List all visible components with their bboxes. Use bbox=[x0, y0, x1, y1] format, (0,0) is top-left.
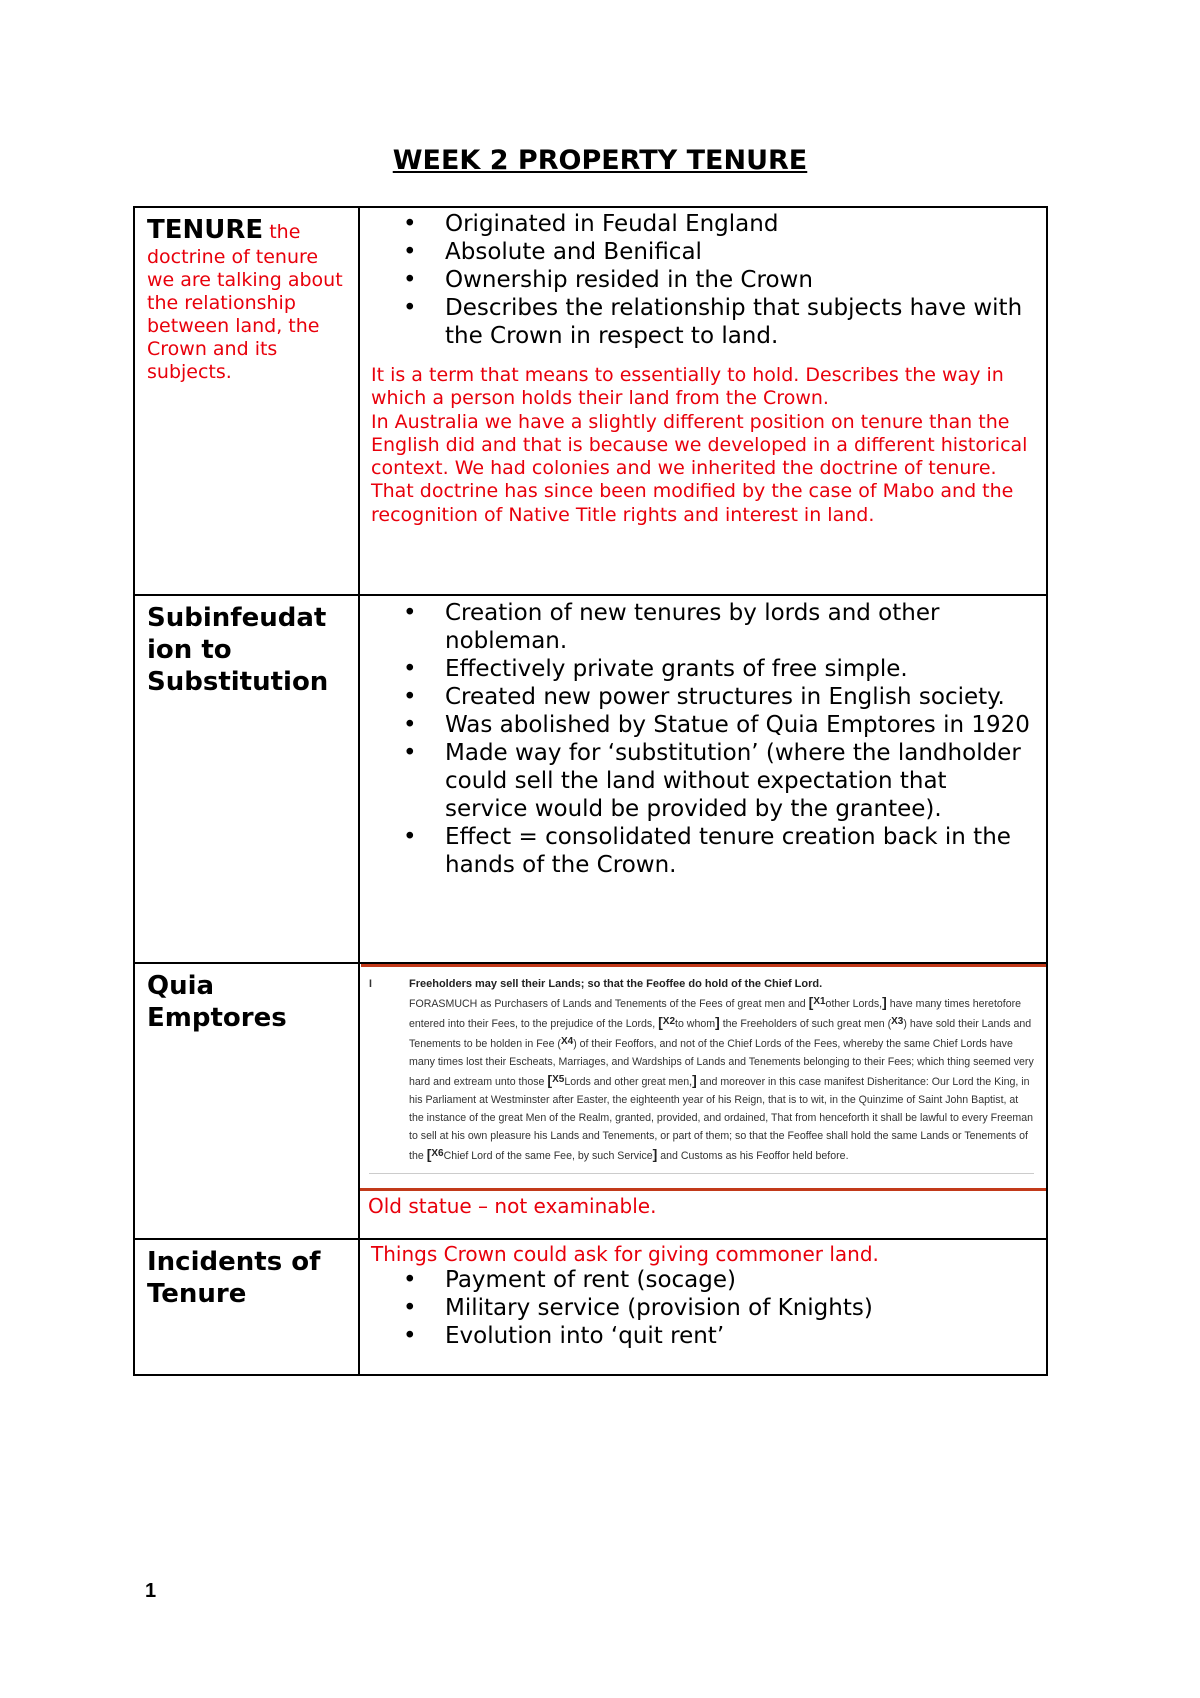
table-row-quia-emptores bbox=[134, 963, 1047, 1239]
statute-text: FORASMUCH as Purchasers of Lands and Tenements of the Fees of great men and [X1other Lords,] have many times heretofore entered into their Fees, to the prejudice of the Lords, [X2to whom] the Freeholders of such great men (X3) have sold their Lands and Tenements to be holden in Fee (X4) of their Feoffors, and not of the Chief Lords of the Fees, whereby the same Chief Lords have many times lost their Escheats, Marriages, and Wardships of Lands and Tenements belonging to their Fees; which thing seemed very hard and extream unto those [X5Lords and other great men,] and moreover in this case manifest Disheritance: Our Lord the King, in his Parliament at Westminster after Easter, the eighteenth year of his Reign, that is to wit, in the Quinzime of Saint John Baptist, at the instance of the great Men of the Realm, granted, provided, and ordained, That from henceforth it shall be lawful to every Freeman to sell at his own pleasure his Lands and Tenements, or part of them; so that the Feoffee shall hold the same Lands or Tenements of the [X6Chief Lord of the same Fee, by such Service] and Customs as his Feoffor held before. bbox=[409, 994, 1034, 1162]
tenure-table bbox=[133, 206, 1048, 1376]
row-heading: Incidents of bbox=[147, 1247, 321, 1277]
table-row-tenure bbox=[134, 207, 1047, 595]
row-content-cell bbox=[359, 595, 1047, 963]
list-item: • Describes the relationship that subjects have with the Crown in respect to land. bbox=[445, 294, 1036, 350]
list-item: • Absolute and Benifical bbox=[445, 238, 1036, 266]
row-content-cell bbox=[359, 963, 1047, 1239]
list-item: • Made way for ‘substitution’ (where the landholder could sell the land without expectation that service would be provided by the grantee). bbox=[445, 739, 1036, 823]
statute-excerpt-image bbox=[361, 964, 1046, 1180]
row-heading: ion to bbox=[147, 635, 232, 665]
list-item: • Was abolished by Statue of Quia Emptores in 1920 bbox=[445, 711, 1036, 739]
row-heading: Tenure bbox=[147, 1279, 247, 1309]
list-item: • Creation of new tenures by lords and other nobleman. bbox=[445, 599, 1036, 655]
page-number: 1 bbox=[145, 1580, 157, 1602]
list-item: • Effectively private grants of free simple. bbox=[445, 655, 1036, 683]
tenure-note: That doctrine has since been modified by the case of Mabo and the recognition of Native Title rights and interest in land. bbox=[371, 480, 1014, 526]
bullet-list bbox=[370, 1266, 1036, 1350]
row-heading-cell bbox=[134, 1239, 359, 1375]
list-item: • Ownership resided in the Crown bbox=[445, 266, 1036, 294]
row-heading-cell bbox=[134, 963, 359, 1239]
row-heading-cell bbox=[134, 207, 359, 595]
list-item: • Payment of rent (socage) bbox=[445, 1266, 1036, 1294]
list-item: • Military service (provision of Knights) bbox=[445, 1294, 1036, 1322]
bullet-list bbox=[370, 599, 1036, 879]
statute-heading: Freeholders may sell their Lands; so that the Feoffee do hold of the Chief Lord. bbox=[409, 978, 823, 990]
tenure-note: It is a term that means to essentially to hold. Describes the way in which a person holds their land from the Crown. bbox=[371, 364, 1004, 410]
row-heading: TENURE bbox=[147, 215, 264, 245]
row-content-cell bbox=[359, 1239, 1047, 1375]
tenure-note: In Australia we have a slightly different position on tenure than the English did and that is because we developed in a different historical context. We had colonies and we inherited the doctrine of tenure. bbox=[371, 410, 1028, 480]
table-row-subinfeudation bbox=[134, 595, 1047, 963]
list-item: • Effect = consolidated tenure creation back in the hands of the Crown. bbox=[445, 823, 1036, 879]
row-heading-note: the doctrine of tenure we are talking about the relationship between land, the Crown and its subjects. bbox=[147, 221, 343, 383]
row-heading: Substitution bbox=[147, 667, 329, 697]
document-title: WEEK 2 PROPERTY TENURE bbox=[392, 145, 808, 176]
list-item: • Created new power structures in English society. bbox=[445, 683, 1036, 711]
statute-number: I bbox=[369, 978, 372, 990]
row-heading-cell bbox=[134, 595, 359, 963]
list-item: • Evolution into ‘quit rent’ bbox=[445, 1322, 1036, 1350]
row-heading: Subinfeudat bbox=[147, 603, 327, 633]
incidents-intro: Things Crown could ask for giving commoner land. bbox=[371, 1242, 879, 1266]
table-row-incidents bbox=[134, 1239, 1047, 1375]
row-heading: Emptores bbox=[147, 1003, 287, 1033]
list-item: • Originated in Feudal England bbox=[445, 210, 1036, 238]
bullet-list bbox=[370, 210, 1036, 350]
row-heading: Quia bbox=[147, 971, 215, 1001]
statute-note: Old statue – not examinable. bbox=[368, 1194, 657, 1218]
row-content-cell bbox=[359, 207, 1047, 595]
